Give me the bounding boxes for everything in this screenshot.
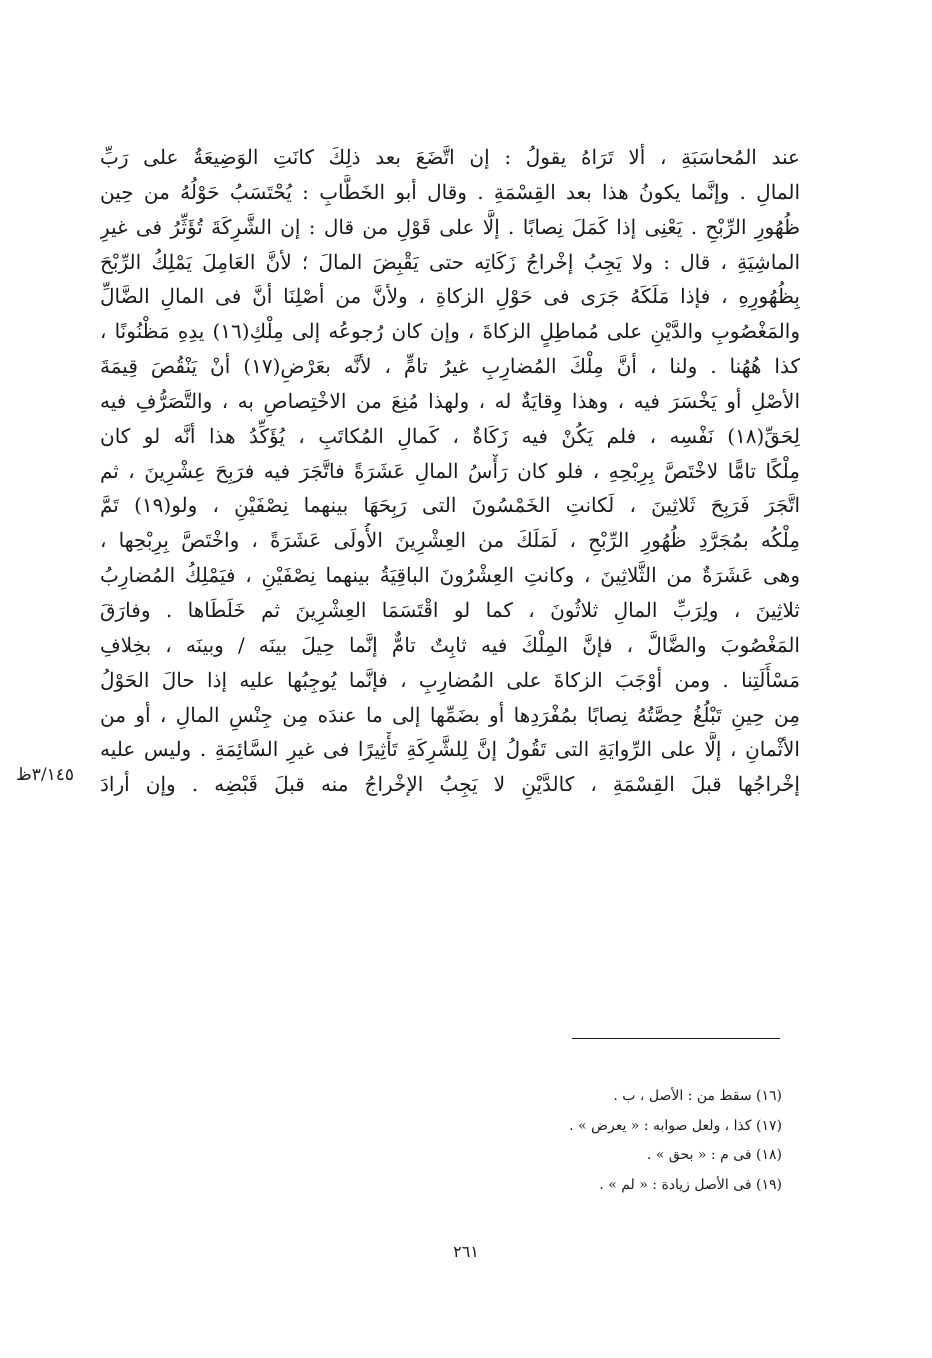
footnote-item: (١٨) فى م : « بحق » . (646, 1147, 782, 1163)
text-line: المالِ . وإنَّما يكونُ هذا بعد القِسْمَةِ . وقال أبو الخَطَّابِ : يُحْتَسَبُ حَوْلُهُ من حِين (100, 179, 800, 204)
footnote-item: (١٧) كذا ، ولعل صوابه : « يعرض » . (569, 1117, 782, 1134)
text-line: الماشِيَةِ ، قال : ولا يَجِبُ إخْراجُ زَكَاتِه حتى يَقْبِضَ المالَ ؛ لأنَّ العَامِلَ يَمْلِكُ الرِّبْحَ (100, 249, 800, 274)
text-line: لِحَقِّ(١٨) نَفْسِه ، فلم يَكُنْ فيه زَكَاةٌ ، كَمالِ المُكاتَبِ ، يُؤَكِّدُ هذا أنَّه لو كان (100, 423, 800, 448)
text-line: كذا هُهُنا . ولنا ، أنَّ مِلْكَ المُضارِبِ غيرُ تامٍّ ، لأنَّه بعَرْضِ(١٧) أنْ يَنْقُصَ قِيمَةَ (100, 354, 800, 379)
margin-folio-note: ٣/١٤٥ظ (16, 765, 74, 785)
text-line: مِن حِينِ تَبْلُغُ حِصَّتُهُ نِصابًا بمُفْرَدِها أو بضَمِّها إلى ما عندَه مِن جِنْسِ المالِ ، أو من (100, 702, 800, 727)
text-line: والمَغْصُوبِ والدَّيْنِ على مُماطِلٍ الزكاةَ ، وإن كان رُجوعُه إلى مِلْكِ(١٦) يدِهِ مَظْنُونًا ، (100, 319, 800, 344)
footnote-item: (١٦) سقط من : الأصل ، ب . (613, 1088, 782, 1104)
text-line: مِلْكًا تامًّا لاخْتَصَّ بِرِبْحِهِ ، فلو كان رَأْسُ المالِ عَشَرَةً فاتَّجَرَ فيه فرَبِحَ عِشْرِينَ ، ثم (100, 458, 800, 483)
body-text (100, 140, 800, 802)
text-line: الأثْمانِ ، إلَّا على الرِّوايَةِ التى تَقُولُ إنَّ لِلشَّرِكَةِ تَأْثِيرًا فى غيرِ السَّائِمَةِ . وليس عليه (100, 737, 800, 762)
text-line: المَغْصُوبَ والضَّالَّ ، فإنَّ المِلْكَ فيه ثابِتٌ تامٌّ إنَّما حِيلَ بينَه / وبينَه ، بخِلافِ (100, 632, 800, 657)
text-line: وهى عَشَرَةٌ من الثَّلاثِينَ ، وكانتِ العِشْرُونَ الباقِيَةُ بينهما نِصْفَيْنِ ، فيَمْلِكُ المُضارِبُ (100, 563, 800, 588)
text-line: ظُهُورِ الرِّبْحِ . يَعْنِى إذا كَمَلَ نِصابًا . إلَّا على قَوْلِ من قال : إن الشَّرِكَةَ تُؤَثِّرُ فى غيرِ (100, 214, 800, 239)
text-line: إخْراجُها قبلَ القِسْمَةِ ، كالدَّيْنِ لا يَجِبُ الإخْراجُ منه قبلَ قَبْضِه . وإن أرادَ (100, 772, 800, 797)
text-line: الأصْلِ أو يَخْسَرَ فيه ، وهذا وِقايَةٌ له ، ولهذا مُنِعَ من الاخْتِصاصِ به ، والتَّصَرُّفِ فيه (100, 388, 800, 413)
text-line: عند المُحاسَبَةِ ، ألا تَرَاهُ يقولُ : إن اتَّضَعَ بعد ذلِكَ كانَتِ الوَضِيعَةُ على رَبِّ (100, 145, 800, 169)
footnotes (300, 1082, 782, 1200)
text-line: بِظُهُورِهِ ، فإذا مَلَكَهُ جَرَى فى حَوْلِ الزكاةِ ، ولأنَّ من أصْلِنَا أنَّ فى المالِ الضَّالِّ (100, 284, 800, 309)
page-number: ٢٦١ (453, 1242, 479, 1261)
text-line: مَسْأَلَتِنا . ومن أوْجَبَ الزكاةَ على المُضارِبِ ، فإنَّما يُوجِبُها عليه إذا حالَ الحَوْلُ (100, 667, 800, 692)
footnote-divider (572, 1038, 780, 1039)
text-line: مِلْكُه بمُجَرَّدِ ظُهُورِ الرِّبْحِ ، لَمَلَكَ من العِشْرِينَ الأُولَى عَشَرَةً ، واخْتَصَّ بِرِبْحِها ، (100, 528, 800, 553)
text-line: ثلاثِينَ ، ولِرَبِّ المالِ ثلاثُونَ ، كما لو اقْتَسَمَا العِشْرِينَ ثم خَلَطَاها . وفارَقَ (100, 597, 800, 622)
text-line: اتَّجَرَ فَرَبِحَ ثَلاثِينَ ، لَكانتِ الخَمْسُونَ التى رَبِحَهَا بينهما نِصْفَيْنِ ، ولو(١٩) تَمَّ (100, 493, 800, 518)
footnote-item: (١٩) فى الأصل زيادة : « لم » . (599, 1176, 782, 1193)
